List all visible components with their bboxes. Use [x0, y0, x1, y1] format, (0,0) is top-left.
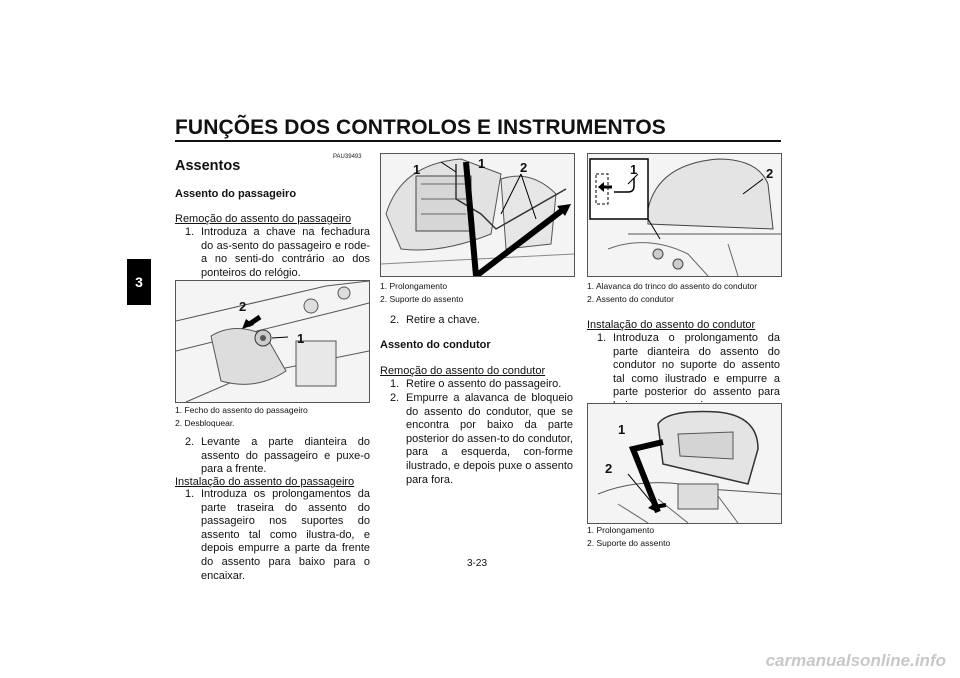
figure-rider-seat-latch [587, 153, 782, 277]
title-rule [175, 140, 781, 142]
passenger-seat-lock-illustration [176, 281, 369, 402]
step-text: Retire o assento do passageiro. [406, 378, 562, 390]
figure2-callout-1b: 1 [478, 156, 486, 171]
figure2-caption-2: 2. Suporte do assento [380, 294, 464, 304]
step-number: 2. [390, 392, 400, 404]
watermark: carmanualsonline.info [765, 651, 946, 670]
figure4-callout-1: 1 [618, 422, 626, 437]
list-item [185, 436, 370, 477]
step-number: 1. [185, 226, 195, 238]
figure-passenger-seat-lock [175, 280, 370, 403]
figure2-caption-1: 1. Prolongamento [380, 281, 448, 291]
chapter-tab: 3 [127, 259, 151, 305]
step-text: Empurre a alavanca de bloqueio do assento do condutor, que se encontra por baixo da parte posterior do assen-to do condutor, para a esquerda, con-forme ilustrado, e depois puxe o assento para fora. [406, 392, 573, 486]
figure3-caption-1: 1. Alavanca do trinco do assento do condutor [587, 281, 758, 291]
subsection-rider-seat: Assento do condutor [380, 339, 491, 351]
step-number: 2. [185, 436, 195, 448]
list-item [185, 488, 370, 583]
figure3-callout-2: 2 [766, 166, 774, 181]
step-text: Introduza os prolongamentos da parte traseira do assento do passageiro nos suportes do assento tal como ilustra-do, e depois empurre a parte da frente do assento para baixo para o encaixar. [201, 488, 370, 582]
list-item [390, 392, 573, 487]
figure4-callout-2: 2 [605, 461, 613, 476]
passenger-seat-removal-heading: Remoção do assento do passageiro [175, 213, 352, 225]
step-number: 1. [597, 332, 607, 344]
rider-seat-mount-illustration [588, 404, 781, 523]
list-item [390, 378, 573, 392]
step-text: Introduza o prolongamento da parte dianteira do assento do condutor no suporte do assento tal como ilustrado e empurre a parte posterior do assento para [613, 332, 780, 399]
step-number: 1. [390, 378, 400, 390]
step-text: Retire a chave. [406, 314, 480, 326]
rider-seat-removal-heading: Remoção do assento do condutor [380, 365, 546, 377]
figure2-callout-1a: 1 [413, 162, 421, 177]
figure3-callout-1: 1 [630, 162, 638, 177]
passenger-seat-mounts-illustration [381, 154, 574, 276]
figure1-callout-1: 1 [297, 331, 305, 346]
figure4-caption-2: 2. Suporte do assento [587, 538, 671, 548]
figure-rider-seat-mount [587, 403, 782, 524]
figure2-callout-2: 2 [520, 160, 528, 175]
passenger-seat-install-heading: Instalação do assento do passageiro [175, 476, 355, 488]
step-number: 2. [390, 314, 400, 326]
step-text: Introduza a chave na fechadura do as-sento do passageiro e rode-a no senti-do contrário ao dos ponteiros do relógio. [201, 226, 370, 279]
rider-seat-install-heading: Instalação do assento do condutor [587, 319, 756, 331]
figure1-caption-2: 2. Desbloquear. [175, 418, 235, 428]
subsection-passenger-seat: Assento do passageiro [175, 188, 297, 200]
page-number: 3-23 [467, 558, 488, 569]
figure1-caption-1: 1. Fecho do assento do passageiro [175, 405, 308, 415]
figure3-caption-2: 2. Assento do condutor [587, 294, 674, 304]
figure4-caption-1: 1. Prolongamento [587, 525, 655, 535]
list-item [390, 314, 573, 328]
section-title: Assentos [175, 158, 241, 174]
list-item [185, 226, 370, 280]
list-item [597, 332, 780, 414]
rider-seat-latch-illustration [588, 154, 781, 276]
step-text: Levante a parte dianteira do assento do passageiro e puxe-o para a frente. [201, 436, 370, 476]
page-title: FUNÇÕES DOS CONTROLOS E INSTRUMENTOS [175, 116, 666, 139]
step-number: 1. [185, 488, 195, 500]
figure1-callout-2: 2 [239, 299, 247, 314]
figure-passenger-seat-mounts [380, 153, 575, 277]
reference-code: PAU39493 [333, 154, 362, 160]
